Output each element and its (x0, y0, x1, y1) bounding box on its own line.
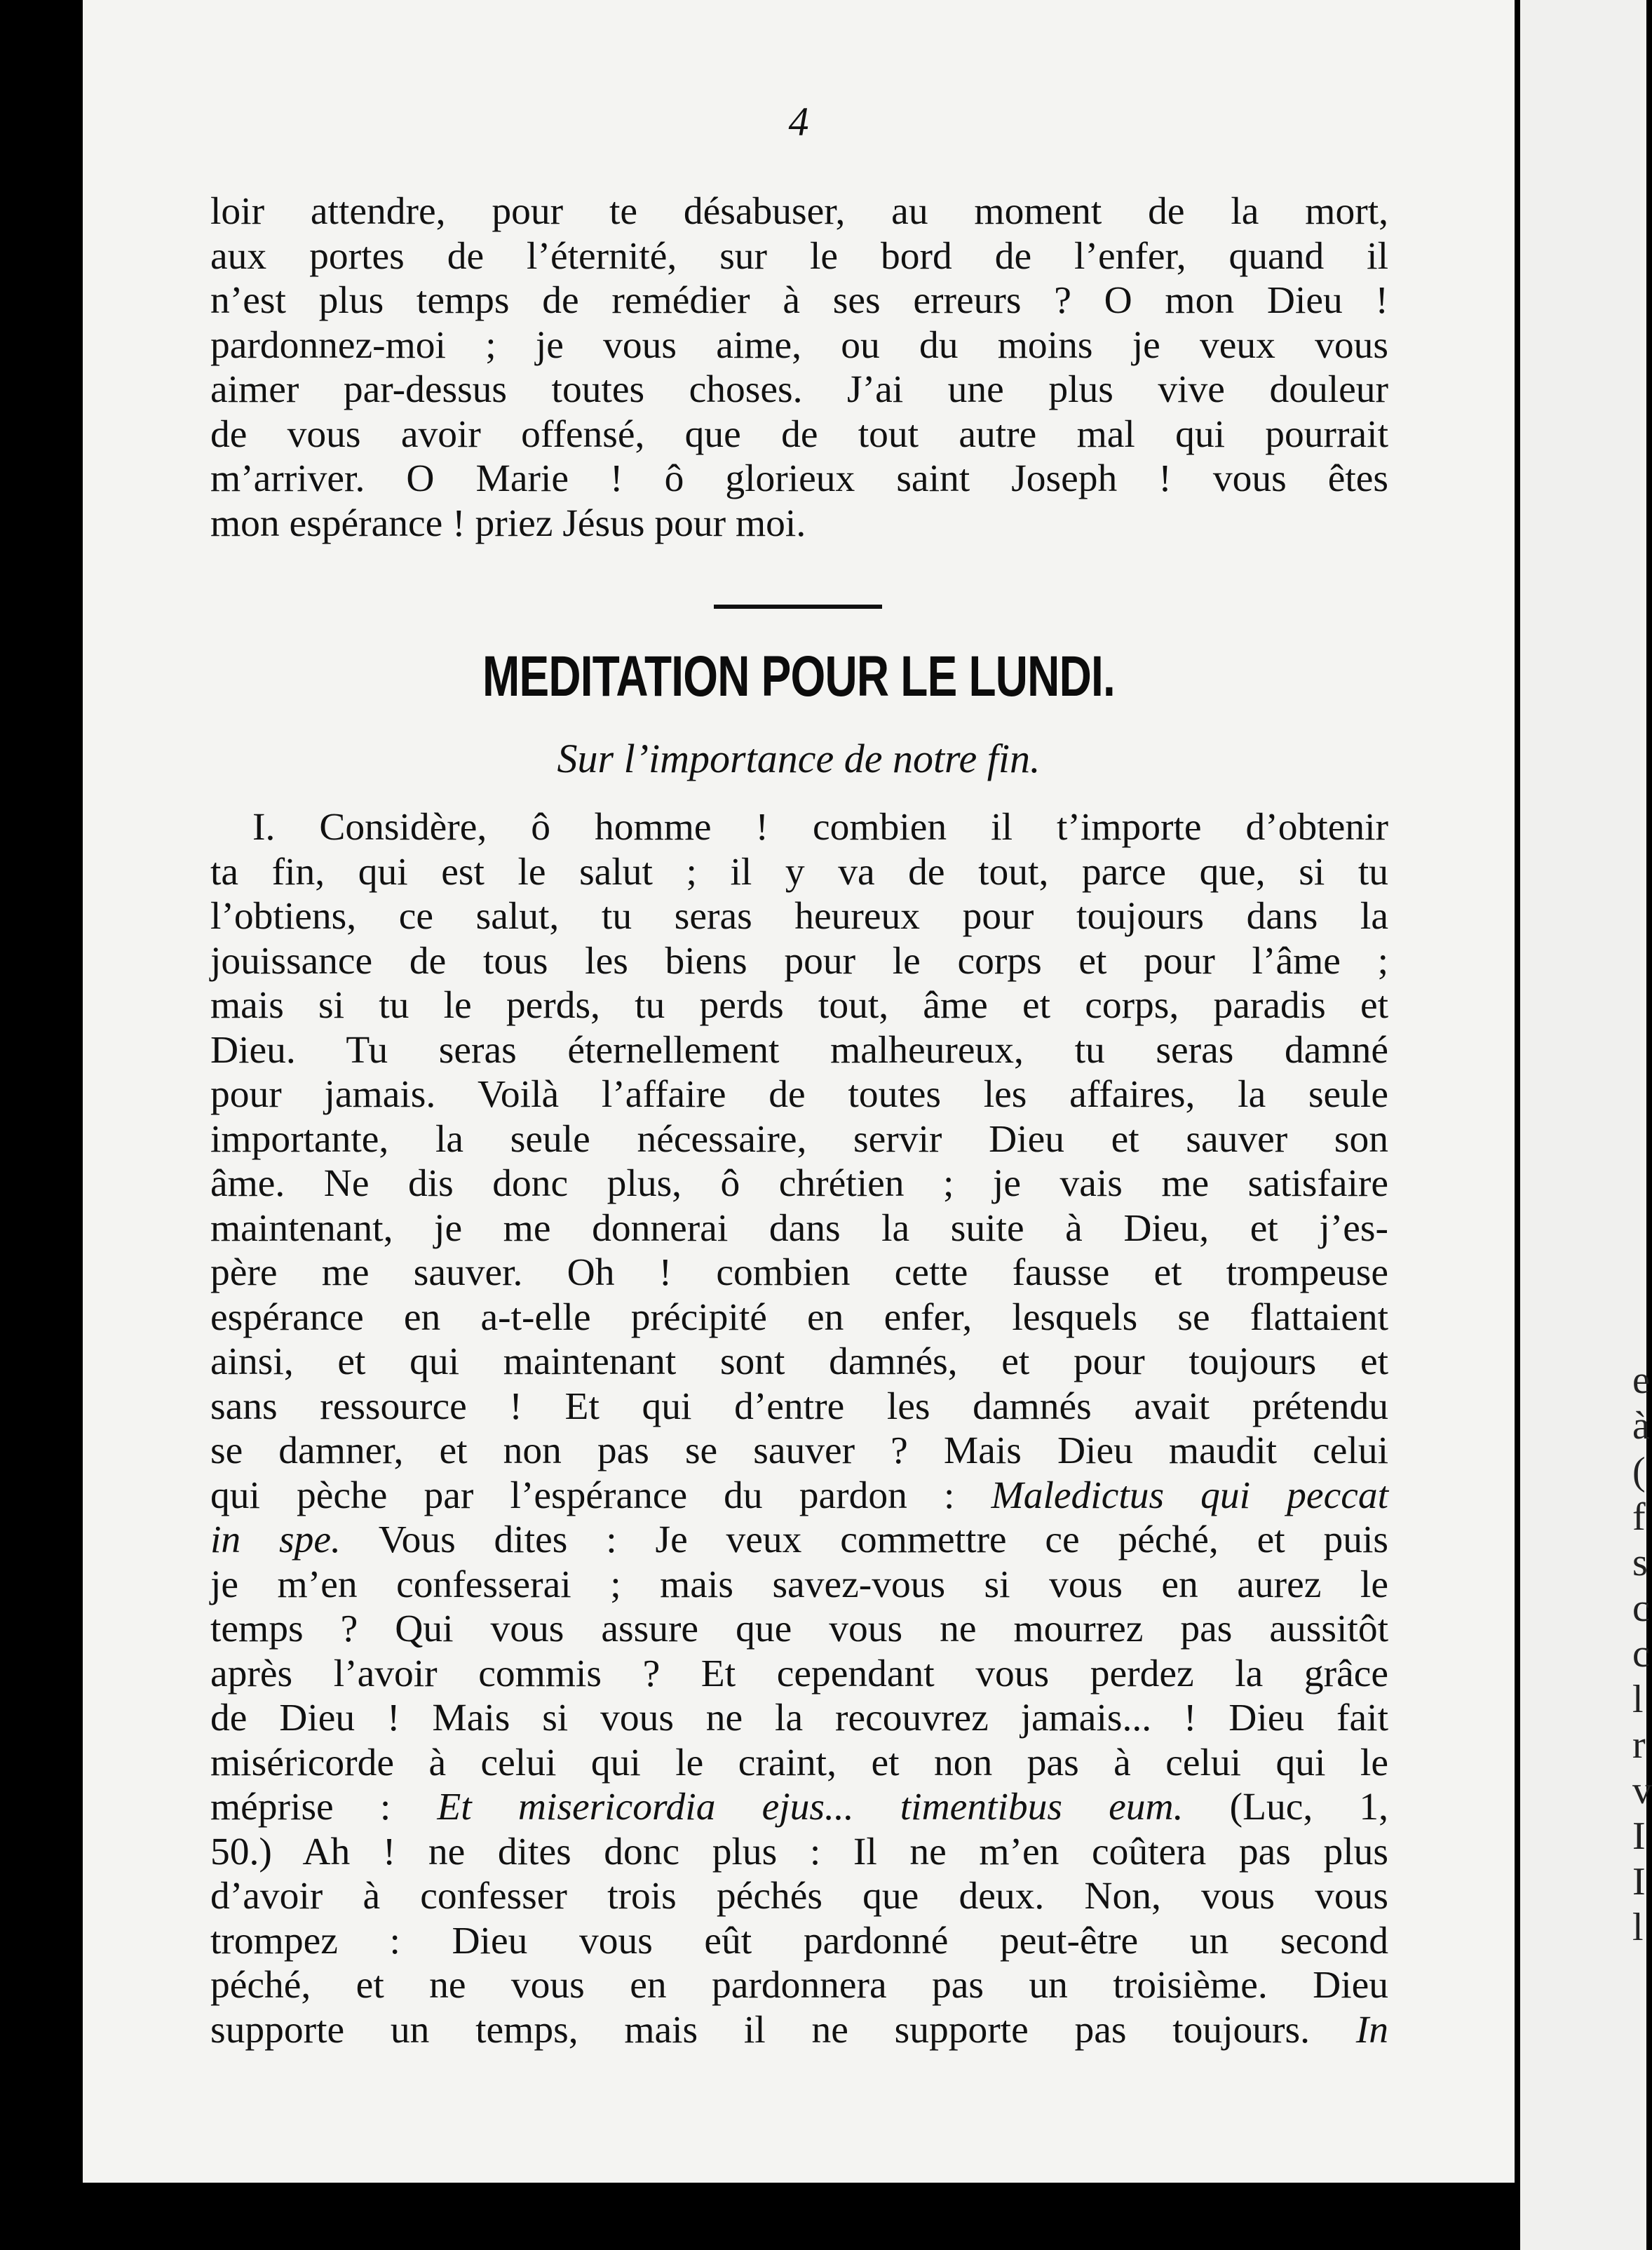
text-line: aux portes de l’éternité, sur le bord de l’enfer, quand il (210, 234, 1388, 278)
latin-quote: Et misericordia ejus... timentibus eum. (437, 1786, 1184, 1828)
text-line: sans ressource ! Et qui d’entre les damnés avait prétendu (210, 1385, 1388, 1428)
text-fragment: méprise : (210, 1786, 391, 1828)
adjacent-page-glyph: r (1632, 1723, 1646, 1767)
section-heading: MEDITATION POUR LE LUNDI. (482, 645, 1115, 708)
adjacent-page-glyph: I (1632, 1814, 1646, 1858)
text-line: 50.) Ah ! ne dites donc plus : Il ne m’en coûtera pas plus (210, 1830, 1388, 1873)
text-line: temps ? Qui vous assure que vous ne mourrez pas aussitôt (210, 1608, 1388, 1650)
text-line: jouissance de tous les biens pour le corps et pour l’âme ; (210, 939, 1388, 983)
text-fragment: qui pèche par l’espérance du pardon : (210, 1474, 955, 1517)
text-line: de Dieu ! Mais si vous ne la recouvrez jamais... ! Dieu fait (210, 1697, 1388, 1739)
text-line: pardonnez-moi ; je vous aime, ou du moins je veux vous (210, 323, 1388, 367)
text-line: loir attendre, pour te désabuser, au moment de la mort, (210, 190, 1388, 233)
text-line: je m’en confesserai ; mais savez-vous si vous en aurez le (210, 1563, 1388, 1606)
adjacent-page-glyph: I (1632, 1860, 1646, 1904)
text-line-with-quote (210, 2008, 1388, 2053)
text-line: père me sauver. Oh ! combien cette fausse et trompeuse (210, 1251, 1388, 1294)
adjacent-page-glyph: s (1632, 1541, 1648, 1584)
text-line: d’avoir à confesser trois péchés que deux. Non, vous vous (210, 1875, 1388, 1918)
text-line: aimer par-dessus toutes choses. J’ai une plus vive douleur (210, 368, 1388, 411)
adjacent-page-glyph: c (1632, 1587, 1650, 1630)
text-line: pour jamais. Voilà l’affaire de toutes les affaires, la seule (210, 1073, 1388, 1116)
scan-border-bottom (83, 2183, 1515, 2250)
adjacent-page-glyph: v (1632, 1769, 1652, 1812)
book-gutter (1515, 0, 1520, 2250)
text-line: après l’avoir commis ? Et cependant vous perdez la grâce (210, 1652, 1388, 1695)
text-line: m’arriver. O Marie ! ô glorieux saint Joseph ! vous êtes (210, 457, 1388, 500)
text-line: péché, et ne vous en pardonnera pas un troisième. Dieu (210, 1964, 1388, 2007)
adjacent-page-glyph: l (1632, 1906, 1644, 1949)
section-subheading: Sur l’importance de notre fin. (557, 736, 1041, 781)
text-line-with-quote (210, 1474, 1388, 1518)
text-line: espérance en a-t-elle précipité en enfer, lesquels se flattaient (210, 1295, 1388, 1339)
text-line: I. Considère, ô homme ! combien il t’importe d’obtenir (252, 806, 1388, 849)
latin-quote: in spe. (210, 1518, 341, 1561)
opening-paragraph (210, 189, 1388, 546)
adjacent-page-glyph: f (1632, 1495, 1646, 1539)
text-line: trompez : Dieu vous eût pardonné peut-être un second (210, 1919, 1388, 1962)
adjacent-page-glyph: c (1632, 1632, 1650, 1676)
text-line: maintenant, je me donnerai dans la suite à Dieu, et j’es- (210, 1206, 1388, 1250)
book-page (83, 0, 1515, 2183)
citation: (Luc, 1, (1229, 1786, 1388, 1828)
text-line: n’est plus temps de remédier à ses erreurs ? O mon Dieu ! (210, 279, 1388, 322)
adjacent-page-glyph: ( (1632, 1450, 1646, 1493)
text-line: âme. Ne dis donc plus, ô chrétien ; je vais me satisfaire (210, 1162, 1388, 1205)
latin-quote: In (1355, 2008, 1388, 2052)
text-line: l’obtiens, ce salut, tu seras heureux pour toujours dans la (210, 895, 1388, 938)
text-fragment: supporte un temps, mais il ne supporte pas toujours. (210, 2008, 1311, 2052)
scan-border-left (0, 0, 83, 2250)
text-line: ainsi, et qui maintenant sont damnés, et pour toujours et (210, 1340, 1388, 1383)
text-line: miséricorde à celui qui le craint, et non pas à celui qui le (210, 1741, 1388, 1784)
text-line: Dieu. Tu seras éternellement malheureux, tu seras damné (210, 1028, 1388, 1072)
latin-quote: Maledictus qui peccat (991, 1474, 1389, 1517)
text-line-with-quote (210, 1518, 1388, 1563)
text-line: ta fin, qui est le salut ; il y va de tout, parce que, si tu (210, 850, 1388, 894)
text-fragment: Vous dites : Je veux commettre ce péché, et puis (378, 1518, 1389, 1561)
adjacent-page-glyph: e (1632, 1359, 1650, 1402)
text-line: se damner, et non pas se sauver ? Mais Dieu maudit celui (210, 1429, 1388, 1472)
text-line-with-quote (210, 1785, 1388, 1830)
page-number: 4 (788, 99, 809, 144)
adjacent-page-glyph: à (1632, 1404, 1650, 1448)
text-line: de vous avoir offensé, que de tout autre mal qui pourrait (210, 412, 1388, 456)
text-line: importante, la seule nécessaire, servir Dieu et sauver son (210, 1117, 1388, 1161)
text-line: mon espérance ! priez Jésus pour moi. (210, 501, 806, 545)
meditation-paragraph (210, 805, 1388, 2052)
adjacent-page (1520, 0, 1652, 2250)
adjacent-page-glyph: l (1632, 1678, 1644, 1721)
text-line: mais si tu le perds, tu perds tout, âme et corps, paradis et (210, 984, 1388, 1027)
section-divider (714, 605, 882, 609)
